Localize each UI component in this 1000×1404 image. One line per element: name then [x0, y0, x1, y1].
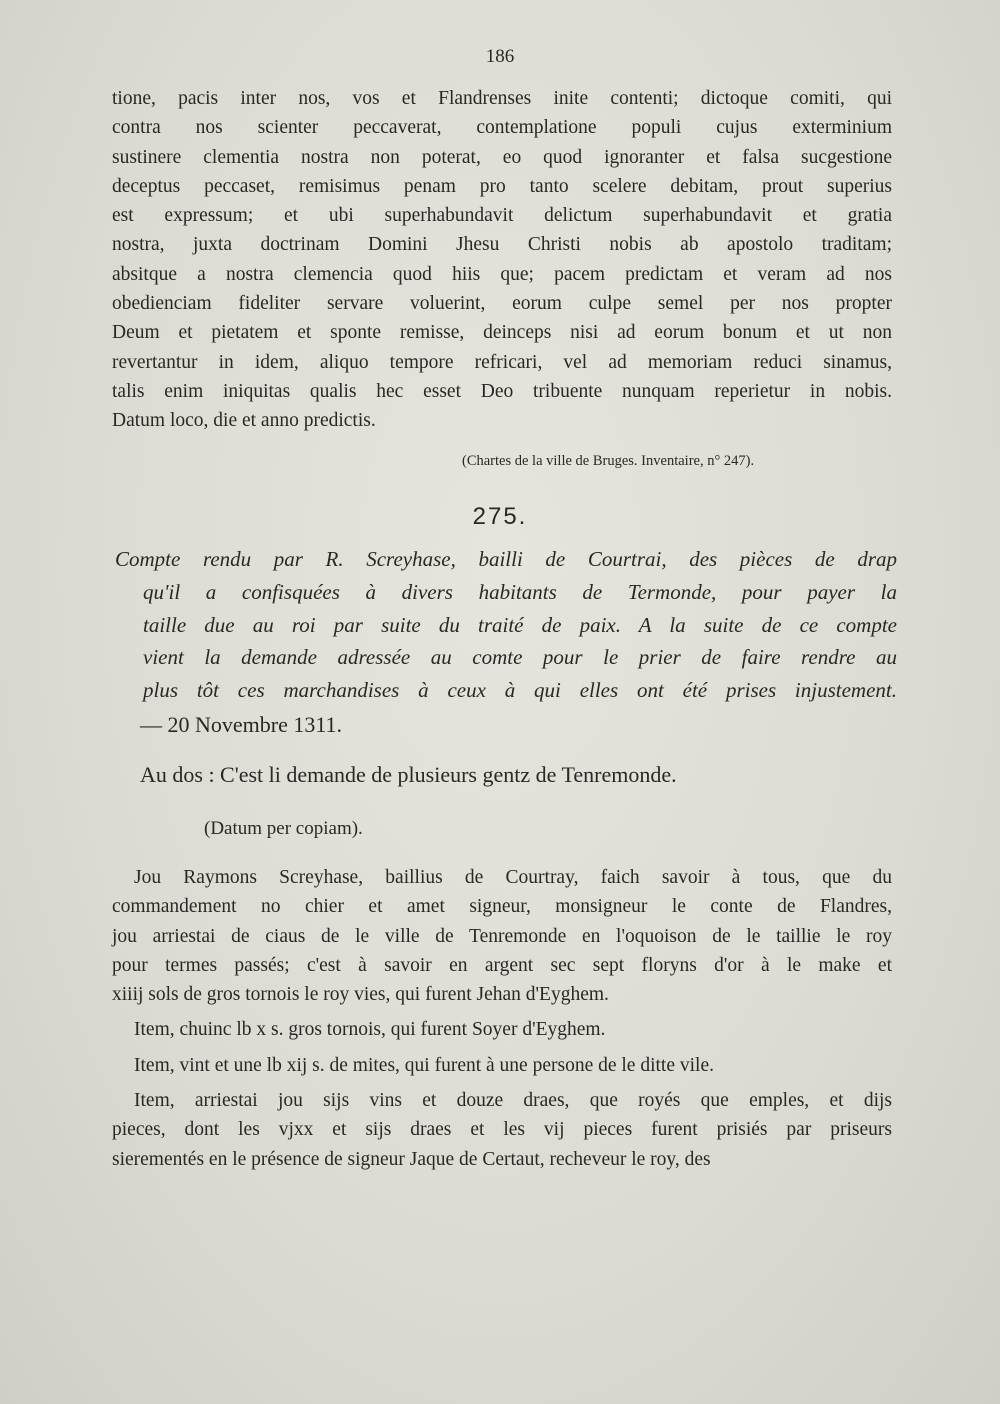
body-paragraph — [112, 1015, 892, 1044]
datum-note: (Datum per copiam). — [204, 818, 363, 839]
document-date: — 20 Novembre 1311. — [140, 712, 343, 737]
text-line: sierementés en le présence de signeur Jaque de Certaut, recheveur le roy, des — [112, 1148, 711, 1170]
summary-line: qu'il a confisquées à divers habitants de Termonde, pour payer la — [143, 579, 897, 604]
text-line: jou arriestai de ciaus de le ville de Tenremonde en l'oquoison de le taillie le roy — [112, 925, 892, 947]
text-line: commandement no chier et amet signeur, monsigneur le conte de Flandres, — [112, 896, 892, 918]
text-line: est expressum; et ubi superhabundavit delictum superhabundavit et gratia — [112, 205, 892, 227]
text-line: talis enim iniquitas qualis hec esset Deo tribuente nunquam reperietur in nobis. — [112, 380, 892, 402]
text-line: Datum loco, die et anno predictis. — [112, 410, 376, 432]
text-line: obedienciam fideliter servare voluerint, eorum culpe semel per nos propter — [112, 293, 892, 315]
text-line: nostra, juxta doctrinam Domini Jhesu Christi nobis ab apostolo traditam; — [112, 234, 892, 256]
document-number: 275. — [472, 503, 528, 530]
text-line: deceptus peccaset, remisimus penam pro tanto scelere debitam, prout superius — [112, 175, 892, 197]
summary-line: taille due au roi par suite du traité de paix. A la suite de ce compte — [143, 612, 897, 637]
text-line: xiiij sols de gros tornois le roy vies, qui furent Jehan d'Eyghem. — [112, 984, 609, 1006]
text-line: tione, pacis inter nos, vos et Flandrenses inite contenti; dictoque comiti, qui — [112, 88, 892, 109]
text-line: Item, arriestai jou sijs vins et douze draes, que royés que emples, et dijs — [134, 1090, 892, 1112]
page-number: 186 — [485, 46, 515, 67]
body-paragraph — [112, 1086, 892, 1174]
text-line: Item, vint et une lb xij s. de mites, qui furent à une persone de le ditte vile. — [134, 1054, 714, 1076]
summary-line: plus tôt ces marchandises à ceux à qui elles ont été prises injustement. — [143, 678, 897, 703]
body-paragraph — [112, 863, 892, 1009]
text-line: Deum et pietatem et sponte remisse, deinceps nisi ad eorum bonum et ut non — [112, 322, 892, 344]
text-line: pieces, dont les vjxx et sijs draes et les vij pieces furent prisiés par priseurs — [112, 1119, 892, 1141]
body-text — [112, 863, 892, 1174]
summary-line: Compte rendu par R. Screyhase, bailli de Courtrai, des pièces de drap — [115, 547, 897, 571]
summary-line: vient la demande adressée au comte pour le prier de faire rendre au — [143, 645, 897, 670]
text-line: Jou Raymons Screyhase, baillius de Courtray, faich savoir à tous, que du — [134, 867, 892, 888]
source-reference: (Chartes de la ville de Bruges. Inventaire, n° 247). — [462, 453, 755, 469]
text-line: revertantur in idem, aliquo tempore refricari, vel ad memoriam reduci sinamus, — [112, 351, 892, 373]
text-line: contra nos scienter peccaverat, contemplatione populi cujus exterminium — [112, 117, 892, 139]
body-paragraph — [112, 1051, 892, 1080]
text-line: Item, chuinc lb x s. gros tornois, qui furent Soyer d'Eyghem. — [134, 1019, 606, 1041]
text-line: pour termes passés; c'est à savoir en argent sec sept floryns d'or à le make et — [112, 954, 892, 976]
text-line: absitque a nostra clemencia quod hiis que; pacem predictam et veram ad nos — [112, 263, 892, 285]
text-line: sustinere clementia nostra non poterat, eo quod ignoranter et falsa sucgestione — [112, 146, 892, 168]
document-summary — [115, 543, 897, 707]
top-paragraph — [112, 84, 892, 436]
au-dos-note: Au dos : C'est li demande de plusieurs gentz de Tenremonde. — [140, 762, 677, 787]
